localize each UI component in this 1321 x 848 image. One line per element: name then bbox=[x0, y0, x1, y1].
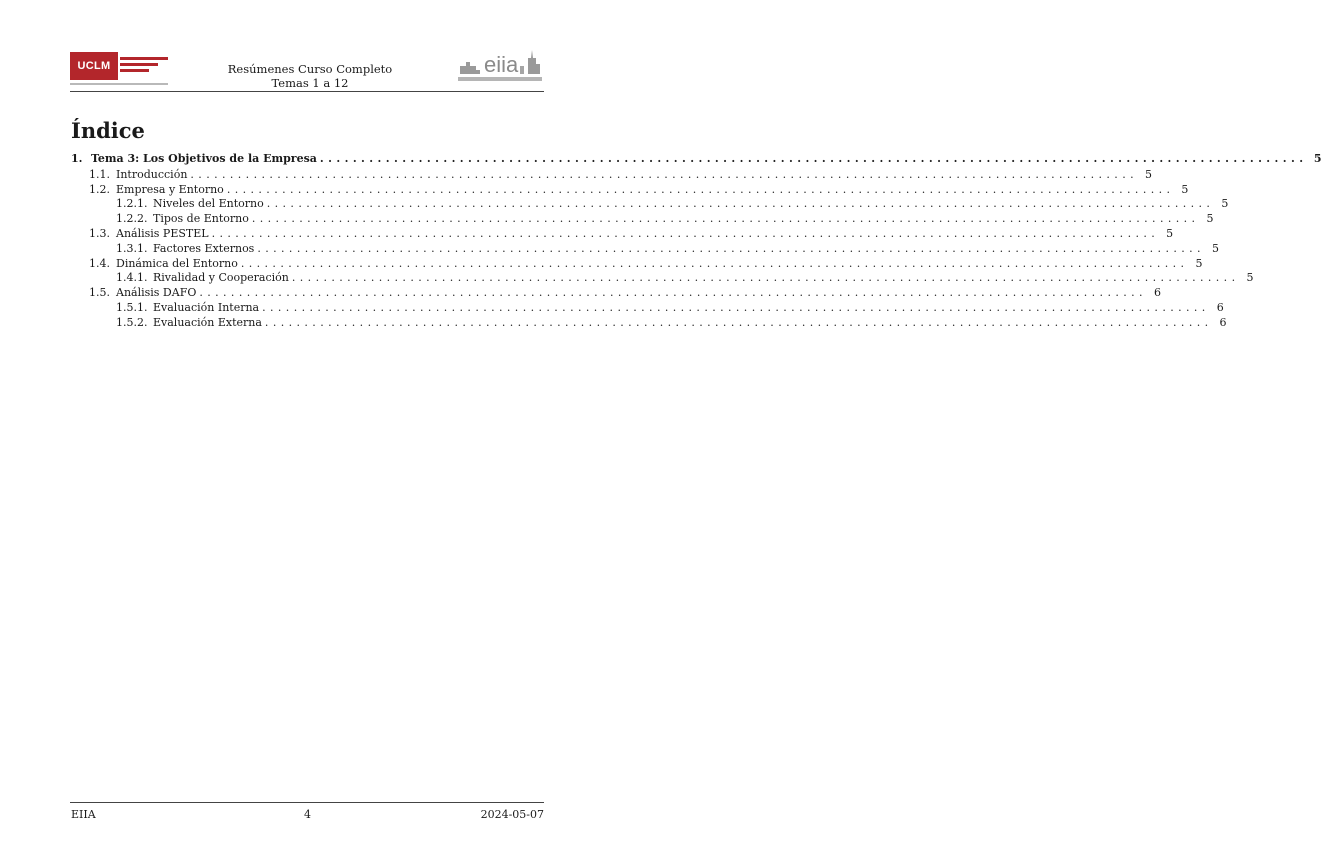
toc-entry-number: 1.2. bbox=[89, 182, 110, 196]
toc-entry[interactable] bbox=[71, 212, 1214, 227]
toc-entry-label: Rivalidad y Cooperación bbox=[153, 271, 289, 285]
toc-entry-number: 1. bbox=[71, 152, 83, 165]
toc-entry-label: Tema 3: Los Objetivos de la Empresa bbox=[91, 152, 317, 165]
toc-entry-number: 1.2.1. bbox=[116, 197, 148, 211]
toc-entry-page: 5 bbox=[1211, 241, 1219, 255]
toc-entry-number: 1.1. bbox=[89, 167, 110, 181]
uclm-logo-mark: UCLM bbox=[70, 52, 118, 80]
toc-entry[interactable] bbox=[71, 167, 1152, 183]
eiia-logo bbox=[458, 44, 544, 88]
toc-entry[interactable] bbox=[71, 271, 1254, 286]
toc-entry-number: 1.5.1. bbox=[116, 300, 148, 314]
toc-entry-number: 1.4. bbox=[89, 256, 110, 270]
toc-entry-page: 5 bbox=[1145, 167, 1152, 181]
toc-leader: ........................................................................................................................ bbox=[226, 182, 1175, 196]
toc-entry-page: 5 bbox=[1221, 197, 1229, 211]
toc-entry-page: 6 bbox=[1216, 300, 1224, 314]
toc-entry-number: 1.4.1. bbox=[116, 271, 148, 285]
toc-leader: ........................................................................................................................ bbox=[266, 197, 1215, 211]
toc-entry-label: Introducción bbox=[116, 167, 188, 181]
toc-entry-number: 1.3.1. bbox=[116, 241, 148, 255]
toc-entry-page: 5 bbox=[1181, 182, 1189, 196]
page-number: 4 bbox=[304, 808, 311, 821]
toc-title: Índice bbox=[71, 118, 145, 143]
toc-entry-label: Análisis PESTEL bbox=[116, 226, 209, 240]
toc-entry[interactable] bbox=[71, 182, 1189, 198]
footer-left: EIIA bbox=[71, 808, 96, 821]
toc-entry-page: 5 bbox=[1195, 256, 1203, 270]
toc-entry-label: Tipos de Entorno bbox=[153, 212, 249, 226]
toc-leader: ........................................................................................................................ bbox=[319, 152, 1308, 165]
toc-entry[interactable] bbox=[71, 286, 1161, 301]
header-title-line2: Temas 1 a 12 bbox=[271, 76, 349, 90]
uclm-logo bbox=[70, 52, 170, 88]
toc-entry-number: 1.5.2. bbox=[116, 315, 148, 329]
toc-entry-label: Empresa y Entorno bbox=[116, 182, 224, 196]
toc-entry-number: 1.3. bbox=[89, 226, 110, 240]
toc-entry-page: 6 bbox=[1219, 315, 1227, 329]
eiia-logo-graphic bbox=[458, 44, 544, 88]
svg-text:eiia: eiia bbox=[484, 52, 519, 77]
toc-entry-label: Niveles del Entorno bbox=[153, 197, 264, 211]
toc-leader: ........................................................................................................................ bbox=[199, 286, 1147, 300]
toc-entry-number: 1.5. bbox=[89, 286, 110, 300]
toc-leader: ........................................................................................................................ bbox=[262, 300, 1210, 314]
toc-entry[interactable] bbox=[71, 241, 1219, 257]
toc-leader: ........................................................................................................................ bbox=[291, 271, 1240, 285]
toc-entry-page: 5 bbox=[1206, 212, 1214, 226]
toc-entry[interactable] bbox=[71, 197, 1229, 212]
toc-leader: ........................................................................................................................ bbox=[211, 226, 1160, 240]
toc-entry-number: 1.2.2. bbox=[116, 212, 148, 226]
toc-entry-label: Evaluación Externa bbox=[153, 315, 262, 329]
footer-date: 2024-05-07 bbox=[480, 808, 544, 821]
toc-leader: ........................................................................................................................ bbox=[257, 241, 1205, 255]
toc-entry-page: 5 bbox=[1166, 226, 1174, 240]
toc-entry-page: 6 bbox=[1153, 286, 1161, 300]
toc-entry-label: Factores Externos bbox=[153, 241, 255, 255]
toc-leader: ........................................................................................................................ bbox=[240, 256, 1189, 270]
toc-leader: ........................................................................................................................ bbox=[251, 212, 1200, 226]
header-title bbox=[200, 62, 420, 90]
toc-entry[interactable] bbox=[71, 152, 1321, 167]
footer-divider bbox=[70, 802, 544, 803]
toc-entry-label: Dinámica del Entorno bbox=[116, 256, 238, 270]
page-header bbox=[70, 44, 544, 92]
toc-entry[interactable] bbox=[71, 315, 1227, 331]
toc-entry-label: Evaluación Interna bbox=[153, 300, 260, 314]
toc-entry-page: 5 bbox=[1313, 152, 1321, 165]
toc-entry-label: Análisis DAFO bbox=[116, 286, 197, 300]
toc-entry[interactable] bbox=[71, 256, 1203, 272]
table-of-contents bbox=[71, 152, 1321, 331]
toc-leader: ........................................................................................................................ bbox=[264, 315, 1213, 329]
toc-entry-page: 5 bbox=[1246, 271, 1254, 285]
toc-entry[interactable] bbox=[71, 226, 1174, 242]
header-title-line1: Resúmenes Curso Completo bbox=[227, 62, 393, 76]
header-divider bbox=[70, 91, 544, 92]
toc-entry[interactable] bbox=[71, 300, 1224, 316]
toc-leader: ........................................................................................................................ bbox=[190, 167, 1138, 181]
